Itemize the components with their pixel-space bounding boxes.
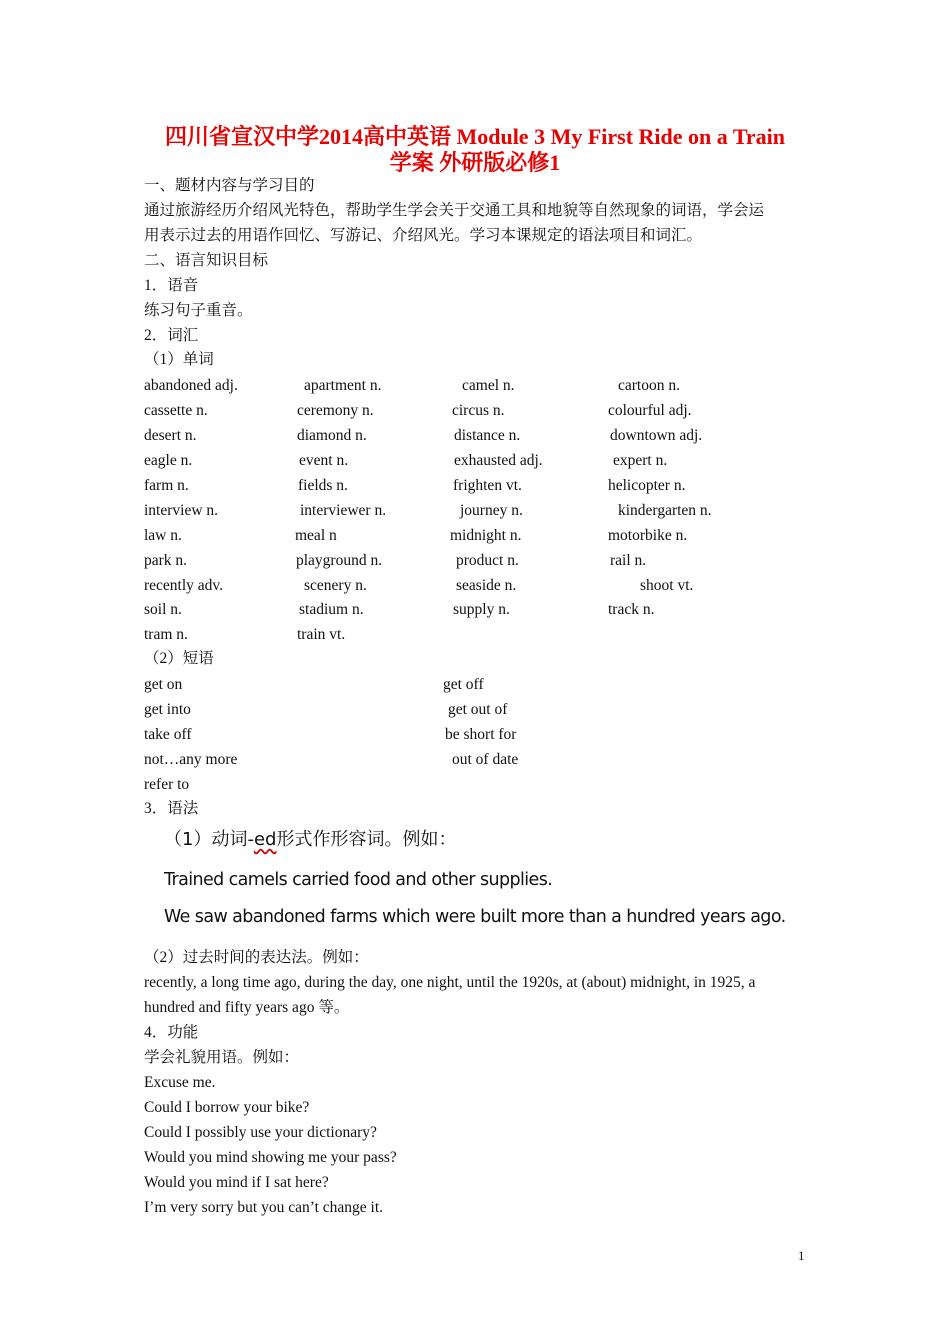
word: eagle n.	[144, 452, 193, 469]
word: shoot vt.	[640, 577, 694, 594]
phonetics-text: 练习句子重音。	[144, 302, 253, 319]
subsection-phonetics: 1．语音	[144, 277, 199, 294]
polite-expression: Would you mind if I sat here?	[144, 1174, 329, 1191]
word: ceremony n.	[297, 402, 374, 419]
intro-paragraph-line1: 通过旅游经历介绍风光特色，帮助学生学会关于交通工具和地貌等自然现象的词语，学会运	[144, 202, 765, 219]
page-number: 1	[798, 1248, 805, 1263]
phrase: get off	[443, 676, 484, 693]
grammar-point-2: （2）过去时间的表达法。例如：	[144, 949, 369, 966]
grammar-point-1-ed: ed	[253, 829, 277, 850]
section-heading-1: 一、题材内容与学习目的	[144, 177, 315, 194]
word: apartment n.	[304, 377, 382, 394]
phrases-heading: （2）短语	[144, 650, 214, 667]
word: farm n.	[144, 477, 189, 494]
word: distance n.	[454, 427, 521, 444]
word: exhausted adj.	[454, 452, 543, 469]
word: seaside n.	[456, 577, 517, 594]
word: rail n.	[610, 552, 647, 569]
function-text: 学会礼貌用语。例如：	[144, 1049, 300, 1066]
polite-expression: I’m very sorry but you can’t change it.	[144, 1199, 384, 1216]
word: scenery n.	[304, 577, 367, 594]
word: event n.	[299, 452, 349, 469]
word: circus n.	[452, 402, 505, 419]
phrase: take off	[144, 726, 192, 743]
grammar-point-1-suffix: 形式作形容词。例如：	[276, 829, 457, 850]
phrase: out of date	[452, 751, 519, 768]
polite-expression: Excuse me.	[144, 1074, 216, 1091]
phrase: not…any more	[144, 751, 238, 768]
subsection-function: 4．功能	[144, 1024, 199, 1041]
subsection-vocabulary: 2．词汇	[144, 327, 199, 344]
word: interview n.	[144, 502, 219, 519]
subsection-grammar: 3．语法	[144, 800, 199, 817]
grammar-point-2-line2: hundred and fifty years ago 等。	[144, 999, 350, 1016]
word: colourful adj.	[608, 402, 692, 419]
word: product n.	[456, 552, 519, 569]
grammar-point-1	[164, 829, 456, 851]
word: downtown adj.	[610, 427, 703, 444]
word: expert n.	[613, 452, 668, 469]
polite-expression: Could I possibly use your dictionary?	[144, 1124, 377, 1141]
document-title-line1: 四川省宣汉中学2014高中英语 Module 3 My First Ride on a Train	[164, 124, 786, 149]
phrase: get into	[144, 701, 191, 718]
word: soil n.	[144, 601, 182, 618]
word: diamond n.	[297, 427, 367, 444]
grammar-point-1-prefix: （1）动词-	[164, 829, 254, 850]
word: frighten vt.	[453, 477, 522, 494]
phrase: get out of	[448, 701, 508, 718]
words-heading: （1）单词	[144, 351, 214, 368]
grammar-example-2: We saw abandoned farms which were built more than a hundred years ago.	[164, 907, 786, 927]
word: motorbike n.	[608, 527, 688, 544]
polite-expression: Could I borrow your bike?	[144, 1099, 310, 1116]
document-title-line2: 学案 外研版必修1	[389, 150, 561, 175]
word: cartoon n.	[618, 377, 680, 394]
word: interviewer n.	[300, 502, 387, 519]
grammar-point-2-line1: recently, a long time ago, during the day, one night, until the 1920s, at (about) midnight, in 1925, a	[144, 974, 756, 991]
section-heading-2: 二、语言知识目标	[144, 252, 269, 269]
word: track n.	[608, 601, 655, 618]
word: desert n.	[144, 427, 197, 444]
word: park n.	[144, 552, 188, 569]
word: abandoned adj.	[144, 377, 238, 394]
word: helicopter n.	[608, 477, 686, 494]
phrase: refer to	[144, 776, 190, 793]
phrase: get on	[144, 676, 183, 693]
word: midnight n.	[450, 527, 522, 544]
word: kindergarten n.	[618, 502, 712, 519]
word: recently adv.	[144, 577, 224, 594]
polite-expression: Would you mind showing me your pass?	[144, 1149, 397, 1166]
word: playground n.	[296, 552, 383, 569]
word: meal n	[295, 527, 337, 544]
word: stadium n.	[299, 601, 364, 618]
word: train vt.	[297, 626, 346, 643]
phrase: be short for	[445, 726, 517, 743]
word: law n.	[144, 527, 182, 544]
intro-paragraph-line2: 用表示过去的用语作回忆、写游记、介绍风光。学习本课规定的语法项目和词汇。	[144, 227, 703, 244]
word: supply n.	[453, 601, 510, 618]
word: cassette n.	[144, 402, 208, 419]
word: camel n.	[462, 377, 515, 394]
word: journey n.	[460, 502, 523, 519]
word: tram n.	[144, 626, 188, 643]
grammar-example-1: Trained camels carried food and other supplies.	[164, 870, 553, 890]
word: fields n.	[298, 477, 348, 494]
